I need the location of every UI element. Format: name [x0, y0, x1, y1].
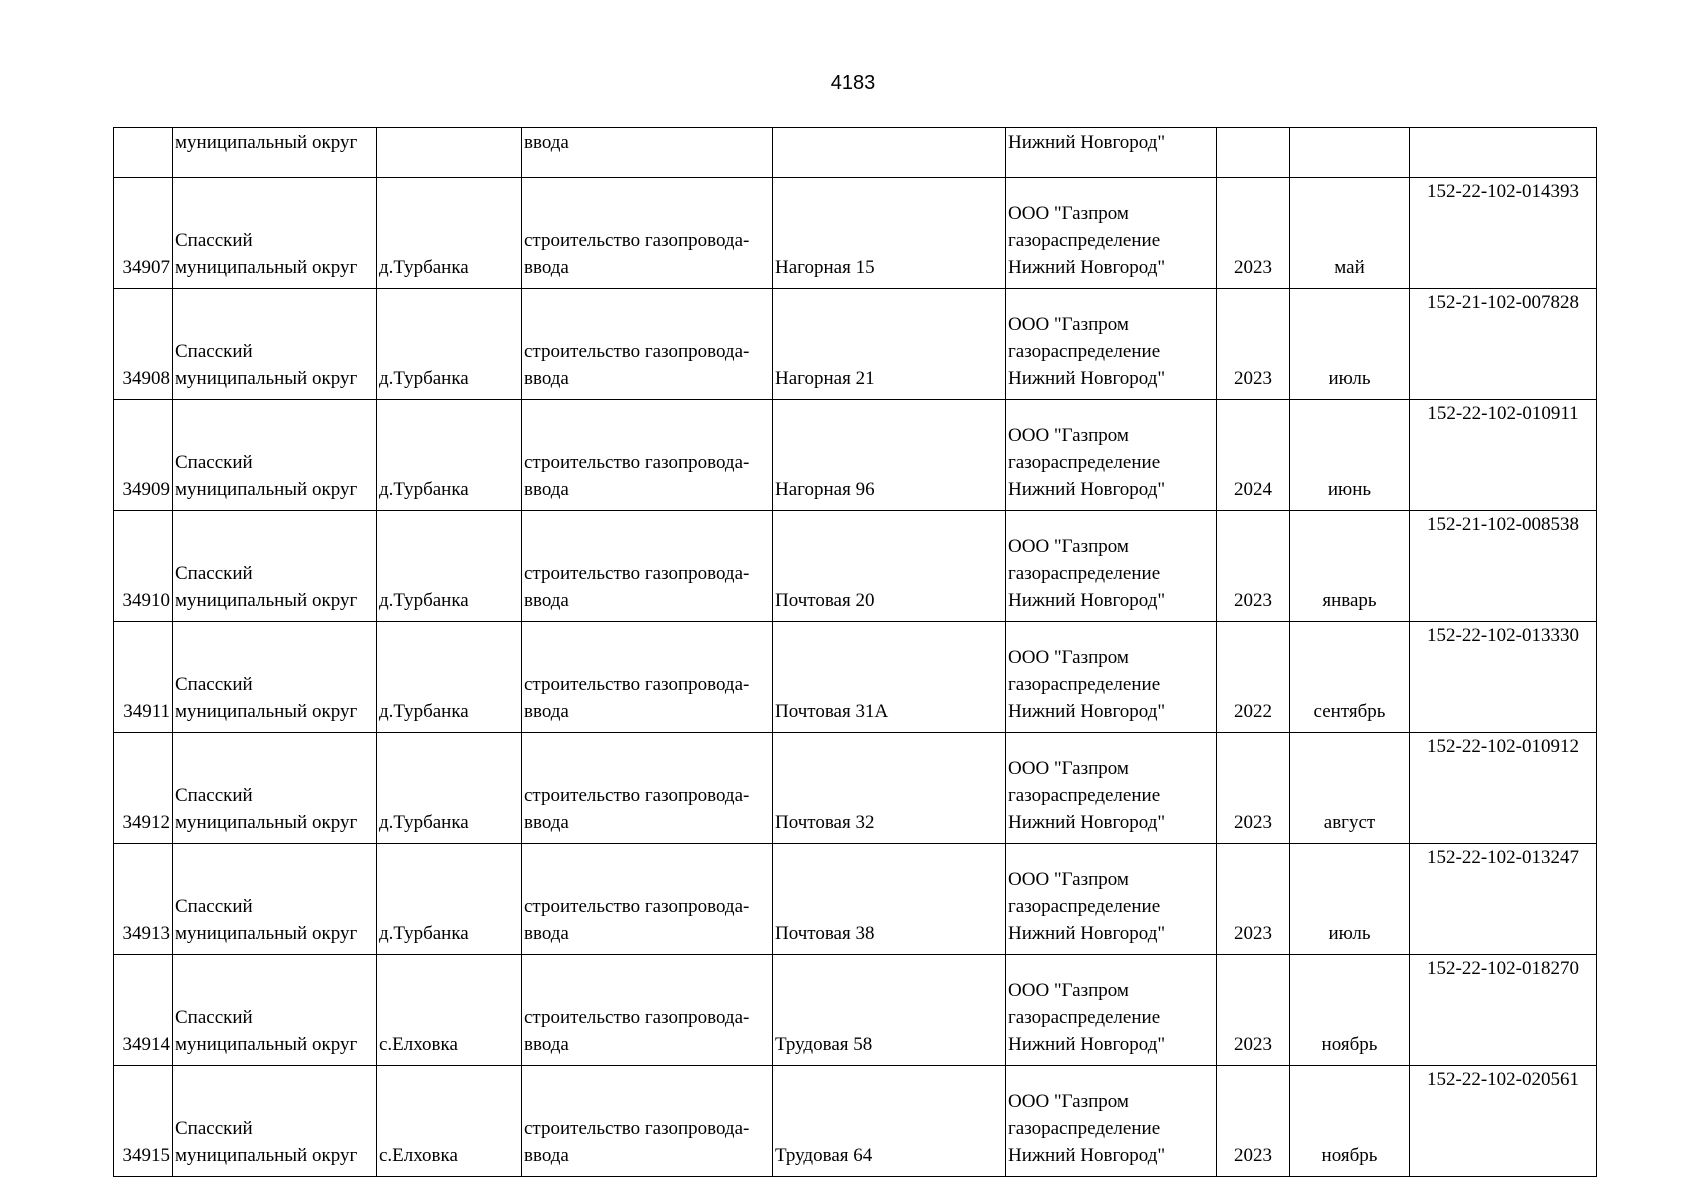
cell-organization: Нижний Новгород" [1006, 128, 1217, 178]
org-line-2: газораспределение [1008, 1007, 1161, 1028]
work-line-2: ввода [524, 701, 569, 722]
cell-code: 152-22-102-013330 [1410, 622, 1597, 733]
cell-number: 34910 [114, 511, 173, 622]
cell-month: ноябрь [1290, 955, 1410, 1066]
cell-work [522, 400, 773, 511]
work-line-1: строительство газопровода- [524, 674, 750, 695]
cell-month: сентябрь [1290, 622, 1410, 733]
org-line-2: газораспределение [1008, 785, 1161, 806]
cell-address: Нагорная 21 [773, 289, 1006, 400]
cell-address: Почтовая 20 [773, 511, 1006, 622]
org-line-1: ООО "Газпром [1008, 425, 1129, 446]
cell-year: 2023 [1217, 844, 1290, 955]
cell-address: Нагорная 96 [773, 400, 1006, 511]
cell-year: 2023 [1217, 511, 1290, 622]
org-line-1: ООО "Газпром [1008, 314, 1129, 335]
org-line-1: ООО "Газпром [1008, 980, 1129, 1001]
cell-district [173, 400, 377, 511]
work-line-2: ввода [524, 1145, 569, 1166]
work-line-1: строительство газопровода- [524, 1007, 750, 1028]
org-line-3: Нижний Новгород" [1008, 1145, 1166, 1166]
continuation-row [114, 128, 1597, 178]
table-row [114, 622, 1597, 733]
cell-year: 2022 [1217, 622, 1290, 733]
work-line-2: ввода [524, 812, 569, 833]
cell-organization [1006, 1066, 1217, 1177]
district-type: муниципальный округ [175, 1145, 358, 1166]
work-line-2: ввода [524, 479, 569, 500]
cell-code [1410, 128, 1597, 178]
org-line-2: газораспределение [1008, 674, 1161, 695]
cell-locality: д.Турбанка [377, 622, 522, 733]
cell-locality: д.Турбанка [377, 844, 522, 955]
org-line-1: ООО "Газпром [1008, 869, 1129, 890]
cell-address: Почтовая 32 [773, 733, 1006, 844]
org-line-2: газораспределение [1008, 896, 1161, 917]
district-type: муниципальный округ [175, 923, 358, 944]
district-type: муниципальный округ [175, 812, 358, 833]
cell-number: 34907 [114, 178, 173, 289]
cell-work [522, 511, 773, 622]
cell-organization [1006, 733, 1217, 844]
cell-month: июль [1290, 289, 1410, 400]
cell-code: 152-21-102-008538 [1410, 511, 1597, 622]
cell-work [522, 1066, 773, 1177]
cell-number: 34914 [114, 955, 173, 1066]
org-line-3: Нижний Новгород" [1008, 923, 1166, 944]
cell-work [522, 733, 773, 844]
work-line-2: ввода [524, 1034, 569, 1055]
district-type: муниципальный округ [175, 1034, 358, 1055]
work-line-2: ввода [524, 257, 569, 278]
cell-organization [1006, 511, 1217, 622]
cell-district [173, 844, 377, 955]
table-row [114, 511, 1597, 622]
cell-district [173, 289, 377, 400]
cell-organization [1006, 400, 1217, 511]
cell-work [522, 289, 773, 400]
district-type: муниципальный округ [175, 368, 358, 389]
cell-locality: д.Турбанка [377, 733, 522, 844]
org-line-1: ООО "Газпром [1008, 203, 1129, 224]
cell-month: июль [1290, 844, 1410, 955]
work-line-2: ввода [524, 368, 569, 389]
cell-number: 34911 [114, 622, 173, 733]
org-line-3: Нижний Новгород" [1008, 368, 1166, 389]
cell-month: август [1290, 733, 1410, 844]
cell-district [173, 955, 377, 1066]
cell-number: 34909 [114, 400, 173, 511]
cell-number: 34915 [114, 1066, 173, 1177]
org-line-1: ООО "Газпром [1008, 758, 1129, 779]
cell-year: 2023 [1217, 178, 1290, 289]
cell-address [773, 128, 1006, 178]
work-line-1: строительство газопровода- [524, 563, 750, 584]
cell-number: 34913 [114, 844, 173, 955]
table-row [114, 955, 1597, 1066]
work-line-1: строительство газопровода- [524, 452, 750, 473]
district-type: муниципальный округ [175, 257, 358, 278]
table-row [114, 844, 1597, 955]
district-name: Спасский [175, 452, 253, 473]
org-line-3: Нижний Новгород" [1008, 701, 1166, 722]
cell-address: Почтовая 38 [773, 844, 1006, 955]
work-line-1: строительство газопровода- [524, 896, 750, 917]
page-number: 4183 [830, 72, 876, 94]
work-line-1: строительство газопровода- [524, 230, 750, 251]
district-type: муниципальный округ [175, 590, 358, 611]
org-line-1: ООО "Газпром [1008, 536, 1129, 557]
table-row [114, 733, 1597, 844]
cell-organization [1006, 178, 1217, 289]
cell-year: 2023 [1217, 955, 1290, 1066]
cell-year: 2023 [1217, 1066, 1290, 1177]
district-name: Спасский [175, 1118, 253, 1139]
district-name: Спасский [175, 896, 253, 917]
cell-code: 152-22-102-010911 [1410, 400, 1597, 511]
cell-code: 152-22-102-013247 [1410, 844, 1597, 955]
cell-work [522, 622, 773, 733]
org-line-3: Нижний Новгород" [1008, 479, 1166, 500]
cell-address: Нагорная 15 [773, 178, 1006, 289]
cell-month [1290, 128, 1410, 178]
district-name: Спасский [175, 563, 253, 584]
cell-locality: с.Елховка [377, 955, 522, 1066]
cell-organization [1006, 955, 1217, 1066]
cell-locality: д.Турбанка [377, 178, 522, 289]
cell-number: 34912 [114, 733, 173, 844]
cell-locality: д.Турбанка [377, 511, 522, 622]
cell-code: 152-22-102-018270 [1410, 955, 1597, 1066]
cell-year [1217, 128, 1290, 178]
cell-locality: д.Турбанка [377, 289, 522, 400]
cell-district [173, 511, 377, 622]
cell-organization [1006, 289, 1217, 400]
cell-work [522, 178, 773, 289]
table-row [114, 289, 1597, 400]
cell-district: муниципальный округ [173, 128, 377, 178]
cell-number: 34908 [114, 289, 173, 400]
org-line-2: газораспределение [1008, 452, 1161, 473]
cell-work: ввода [522, 128, 773, 178]
org-line-1: ООО "Газпром [1008, 647, 1129, 668]
table-row [114, 400, 1597, 511]
district-name: Спасский [175, 1007, 253, 1028]
org-line-1: ООО "Газпром [1008, 1091, 1129, 1112]
cell-year: 2023 [1217, 289, 1290, 400]
cell-month: январь [1290, 511, 1410, 622]
district-name: Спасский [175, 785, 253, 806]
cell-district [173, 1066, 377, 1177]
cell-address: Почтовая 31А [773, 622, 1006, 733]
cell-work [522, 955, 773, 1066]
cell-month: июнь [1290, 400, 1410, 511]
cell-address: Трудовая 64 [773, 1066, 1006, 1177]
cell-number [114, 128, 173, 178]
cell-organization [1006, 622, 1217, 733]
cell-district [173, 178, 377, 289]
work-line-2: ввода [524, 590, 569, 611]
cell-district [173, 733, 377, 844]
cell-address: Трудовая 58 [773, 955, 1006, 1066]
table-row [114, 1066, 1597, 1177]
registry-table [113, 127, 1597, 1177]
cell-year: 2023 [1217, 733, 1290, 844]
cell-month: май [1290, 178, 1410, 289]
work-line-2: ввода [524, 923, 569, 944]
district-name: Спасский [175, 674, 253, 695]
cell-month: ноябрь [1290, 1066, 1410, 1177]
cell-code: 152-21-102-007828 [1410, 289, 1597, 400]
cell-work [522, 844, 773, 955]
cell-locality: с.Елховка [377, 1066, 522, 1177]
org-line-3: Нижний Новгород" [1008, 812, 1166, 833]
district-name: Спасский [175, 341, 253, 362]
district-type: муниципальный округ [175, 479, 358, 500]
org-line-2: газораспределение [1008, 1118, 1161, 1139]
org-line-2: газораспределение [1008, 563, 1161, 584]
cell-code: 152-22-102-014393 [1410, 178, 1597, 289]
cell-code: 152-22-102-020561 [1410, 1066, 1597, 1177]
cell-year: 2024 [1217, 400, 1290, 511]
cell-organization [1006, 844, 1217, 955]
cell-locality [377, 128, 522, 178]
district-type: муниципальный округ [175, 701, 358, 722]
org-line-3: Нижний Новгород" [1008, 590, 1166, 611]
work-line-1: строительство газопровода- [524, 1118, 750, 1139]
table-row [114, 178, 1597, 289]
cell-district [173, 622, 377, 733]
district-name: Спасский [175, 230, 253, 251]
work-line-1: строительство газопровода- [524, 341, 750, 362]
cell-code: 152-22-102-010912 [1410, 733, 1597, 844]
org-line-3: Нижний Новгород" [1008, 257, 1166, 278]
org-line-3: Нижний Новгород" [1008, 1034, 1166, 1055]
org-line-2: газораспределение [1008, 341, 1161, 362]
work-line-1: строительство газопровода- [524, 785, 750, 806]
cell-locality: д.Турбанка [377, 400, 522, 511]
org-line-2: газораспределение [1008, 230, 1161, 251]
